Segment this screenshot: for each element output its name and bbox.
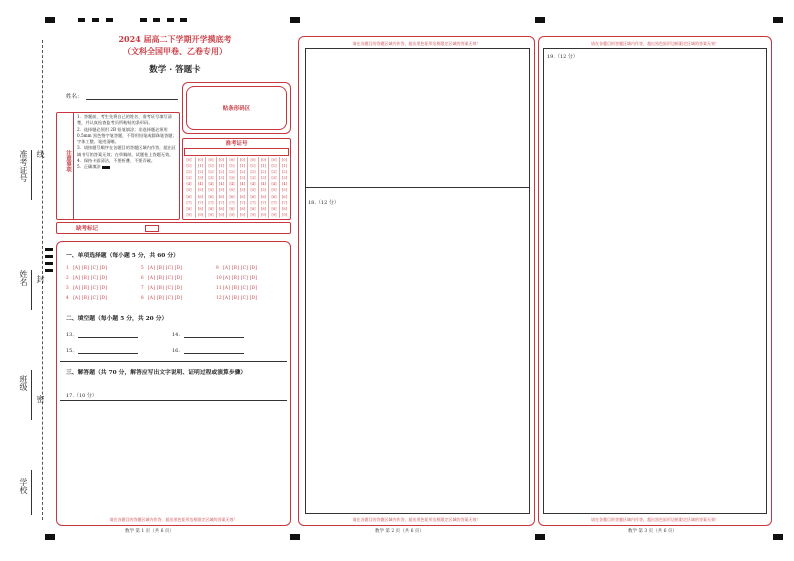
digit-bubble[interactable]: [6] bbox=[186, 194, 192, 199]
digit-bubble[interactable]: [9] bbox=[261, 212, 266, 217]
blank-14-field[interactable] bbox=[184, 337, 244, 338]
absent-checkbox[interactable] bbox=[145, 225, 159, 232]
name-side-label: 姓名 bbox=[19, 270, 28, 286]
notes-label: 注意事项 bbox=[65, 150, 71, 172]
digit-bubble[interactable]: [8] bbox=[198, 206, 203, 211]
digit-column bbox=[258, 157, 269, 218]
note-item-3: 3．请按题号顺序在各题目的答题区域内作答，超出区域书写的答案无效；在草稿纸、试题卷上答题无效。 bbox=[77, 145, 176, 157]
digit-bubble[interactable]: [0] bbox=[261, 158, 266, 162]
registration-mark bbox=[45, 534, 55, 540]
exam-title: 2024 届高二下学期开学摸底考 bbox=[118, 34, 232, 44]
digit-bubble[interactable]: [5] bbox=[282, 188, 287, 193]
mcq-question-9[interactable] bbox=[216, 265, 257, 270]
digit-bubble[interactable]: [3] bbox=[229, 176, 235, 181]
page3-top-notice: 请在各题目的答题区域内作答，超出黑色矩形边框限定区域的答案无效！ bbox=[591, 41, 719, 46]
digit-bubble[interactable]: [2] bbox=[240, 170, 245, 175]
note-item-5: 5．正确填涂 bbox=[77, 164, 177, 170]
mcq-question-6[interactable] bbox=[141, 275, 182, 280]
digit-column bbox=[279, 157, 290, 218]
digit-bubble[interactable]: [7] bbox=[282, 200, 287, 205]
digit-bubble[interactable]: [2] bbox=[250, 170, 256, 175]
mcq-options[interactable]: [A] [B] [C] [D] bbox=[148, 285, 183, 290]
digit-bubble[interactable]: [3] bbox=[250, 176, 256, 181]
school-side-label: 学校 bbox=[19, 478, 28, 494]
digit-bubble[interactable]: [1] bbox=[240, 164, 245, 169]
digit-bubble[interactable]: [6] bbox=[261, 194, 266, 199]
digit-bubble[interactable]: [3] bbox=[208, 176, 214, 181]
mcq-options[interactable]: [A] [B] [C] [D] bbox=[223, 295, 258, 300]
class-side-line bbox=[31, 370, 32, 420]
digit-bubble[interactable]: [5] bbox=[208, 188, 214, 193]
digit-bubble[interactable]: [7] bbox=[271, 200, 277, 205]
digit-bubble[interactable]: [5] bbox=[240, 188, 245, 193]
digit-bubble[interactable]: [6] bbox=[219, 194, 224, 199]
digit-bubble[interactable]: [9] bbox=[229, 212, 235, 217]
seal-label: 封 bbox=[36, 275, 45, 283]
digit-bubble[interactable]: [9] bbox=[208, 212, 214, 217]
mcq-number: 4 bbox=[66, 295, 69, 300]
question-17-label: 17.（10 分） bbox=[66, 393, 97, 399]
digit-bubble[interactable]: [3] bbox=[186, 176, 192, 181]
digit-bubble[interactable]: [7] bbox=[186, 200, 192, 205]
digit-bubble[interactable]: [2] bbox=[271, 170, 277, 175]
mcq-question-1[interactable] bbox=[66, 265, 107, 270]
digit-bubble[interactable]: [7] bbox=[240, 200, 245, 205]
barcode-label: 贴条形码区 bbox=[222, 106, 251, 112]
digit-column bbox=[226, 157, 237, 218]
digit-bubble[interactable]: [8] bbox=[261, 206, 266, 211]
exam-number-label: 准考证号 bbox=[225, 141, 248, 147]
class-side-label: 班级 bbox=[19, 375, 28, 391]
digit-bubble[interactable]: [6] bbox=[198, 194, 203, 199]
digit-column bbox=[268, 157, 279, 218]
mcq-options[interactable]: [A] [B] [C] [D] bbox=[148, 265, 183, 270]
digit-bubble[interactable]: [4] bbox=[208, 182, 214, 187]
exam-number-grid[interactable] bbox=[184, 157, 289, 219]
digit-bubble[interactable]: [6] bbox=[240, 194, 245, 199]
subject-title: 数学 · 答题卡 bbox=[149, 65, 201, 75]
exam-number-side-line bbox=[31, 150, 32, 200]
digit-bubble[interactable]: [0] bbox=[208, 158, 214, 162]
digit-bubble[interactable]: [4] bbox=[219, 182, 224, 187]
digit-bubble[interactable]: [5] bbox=[261, 188, 266, 193]
digit-bubble[interactable]: [5] bbox=[229, 188, 235, 193]
page2-top-notice: 请在各题目的答题区域内作答，超出黑色矩形边框限定区域的答案无效！ bbox=[352, 41, 481, 46]
mcq-question-3[interactable] bbox=[66, 285, 107, 290]
dense-label: 密 bbox=[36, 395, 45, 403]
digit-bubble[interactable]: [8] bbox=[208, 206, 214, 211]
mcq-number: 3 bbox=[66, 285, 69, 290]
digit-bubble[interactable]: [1] bbox=[282, 164, 287, 169]
mcq-number: 9 bbox=[216, 265, 219, 270]
registration-mark bbox=[45, 255, 53, 258]
digit-bubble[interactable]: [3] bbox=[240, 176, 245, 181]
registration-mark bbox=[167, 18, 174, 22]
digit-column bbox=[184, 157, 194, 218]
digit-bubble[interactable]: [4] bbox=[271, 182, 277, 187]
registration-mark bbox=[78, 18, 85, 22]
section2-title: 二、填空题（每小题 5 分，共 20 分） bbox=[66, 316, 168, 322]
mcq-question-8[interactable] bbox=[141, 295, 182, 300]
page1-footer: 数学 第 1 页（共 6 页） bbox=[125, 529, 174, 534]
mcq-options[interactable]: [A] [B] [C] [D] bbox=[73, 265, 108, 270]
mcq-options[interactable]: [A] [B] [C] [D] bbox=[223, 285, 258, 290]
digit-bubble[interactable]: [5] bbox=[198, 188, 203, 193]
mcq-number: 5 bbox=[141, 265, 144, 270]
registration-mark bbox=[773, 17, 783, 23]
digit-bubble[interactable]: [3] bbox=[282, 176, 287, 181]
digit-bubble[interactable]: [0] bbox=[186, 158, 192, 162]
digit-bubble[interactable]: [1] bbox=[219, 164, 224, 169]
digit-bubble[interactable]: [4] bbox=[186, 182, 192, 187]
digit-bubble[interactable]: [7] bbox=[250, 200, 256, 205]
digit-bubble[interactable]: [6] bbox=[271, 194, 277, 199]
mcq-grid bbox=[66, 265, 286, 305]
digit-bubble[interactable]: [5] bbox=[219, 188, 224, 193]
mcq-question-4[interactable] bbox=[66, 295, 107, 300]
mcq-number: 7 bbox=[141, 285, 144, 290]
digit-bubble[interactable]: [9] bbox=[186, 212, 192, 217]
digit-bubble[interactable]: [0] bbox=[240, 158, 245, 162]
mcq-question-10[interactable] bbox=[216, 275, 257, 280]
digit-bubble[interactable]: [6] bbox=[208, 194, 214, 199]
digit-bubble[interactable]: [1] bbox=[250, 164, 256, 169]
mcq-options[interactable]: [A] [B] [C] [D] bbox=[223, 275, 258, 280]
mcq-number: 2 bbox=[66, 275, 69, 280]
mcq-options[interactable]: [A] [B] [C] [D] bbox=[73, 275, 108, 280]
digit-bubble[interactable]: [0] bbox=[219, 158, 224, 162]
digit-bubble[interactable]: [8] bbox=[186, 206, 192, 211]
digit-bubble[interactable]: [6] bbox=[282, 194, 287, 199]
mcq-question-2[interactable] bbox=[66, 275, 107, 280]
digit-bubble[interactable]: [9] bbox=[240, 212, 245, 217]
blank-16-label: 16. bbox=[172, 348, 180, 354]
note-item-1: 1．答题前，考生先将自己的姓名、准考证号填写清楚，并认真检查监考员所粘贴的条形码。 bbox=[77, 114, 172, 126]
digit-bubble[interactable]: [9] bbox=[271, 212, 277, 217]
registration-mark bbox=[140, 18, 147, 22]
digit-bubble[interactable]: [4] bbox=[282, 182, 287, 187]
filled-example-mark bbox=[102, 166, 110, 169]
registration-mark bbox=[45, 269, 53, 272]
registration-mark bbox=[92, 18, 99, 22]
registration-mark bbox=[290, 17, 300, 23]
digit-bubble[interactable]: [4] bbox=[240, 182, 245, 187]
registration-mark bbox=[180, 18, 187, 22]
page3-notice: 请在各题目的答题区域内作答，超出黑色矩形边框限定区域的答案无效！ bbox=[591, 517, 719, 522]
exam-number-write-row bbox=[184, 148, 289, 156]
digit-bubble[interactable]: [4] bbox=[261, 182, 266, 187]
mcq-options[interactable]: [A] [B] [C] [D] bbox=[148, 295, 183, 300]
question-17-continuation[interactable] bbox=[305, 48, 530, 188]
digit-bubble[interactable]: [4] bbox=[198, 182, 203, 187]
registration-mark bbox=[535, 17, 545, 23]
name-label: 姓名： bbox=[66, 94, 83, 100]
digit-bubble[interactable]: [6] bbox=[229, 194, 235, 199]
blank-15-label: 15. bbox=[66, 348, 74, 354]
digit-bubble[interactable]: [0] bbox=[282, 158, 287, 162]
digit-bubble[interactable]: [8] bbox=[271, 206, 277, 211]
mcq-number: 11 bbox=[216, 285, 222, 290]
mcq-options[interactable]: [A] [B] [C] [D] bbox=[73, 295, 108, 300]
question-18-label: 18.（12 分） bbox=[308, 200, 339, 206]
name-field[interactable] bbox=[86, 99, 178, 100]
mcq-question-5[interactable] bbox=[141, 265, 182, 270]
digit-column bbox=[205, 157, 216, 218]
digit-bubble[interactable]: [3] bbox=[261, 176, 266, 181]
blank-13-label: 13. bbox=[66, 332, 74, 338]
digit-bubble[interactable]: [1] bbox=[186, 164, 192, 169]
digit-bubble[interactable]: [9] bbox=[198, 212, 203, 217]
digit-bubble[interactable]: [2] bbox=[208, 170, 214, 175]
page2-notice: 请在各题目的答题区域内作答，超出黑色矩形边框限定区域的答案无效！ bbox=[352, 517, 481, 522]
exam-subtitle: （文科全国甲卷、乙卷专用） bbox=[123, 46, 227, 56]
digit-bubble[interactable]: [2] bbox=[282, 170, 287, 175]
digit-bubble[interactable]: [2] bbox=[219, 170, 224, 175]
blank-14-label: 14. bbox=[172, 332, 180, 338]
digit-bubble[interactable]: [1] bbox=[261, 164, 266, 169]
digit-bubble[interactable]: [2] bbox=[198, 170, 203, 175]
digit-bubble[interactable]: [5] bbox=[271, 188, 277, 193]
digit-bubble[interactable]: [2] bbox=[229, 170, 235, 175]
digit-bubble[interactable]: [1] bbox=[198, 164, 203, 169]
school-side-line bbox=[31, 470, 32, 515]
registration-mark bbox=[773, 534, 783, 540]
registration-mark bbox=[45, 17, 55, 23]
digit-bubble[interactable]: [9] bbox=[250, 212, 256, 217]
digit-bubble[interactable]: [7] bbox=[208, 200, 214, 205]
digit-bubble[interactable]: [7] bbox=[229, 200, 235, 205]
mcq-number: 1 bbox=[66, 265, 69, 270]
digit-bubble[interactable]: [2] bbox=[261, 170, 266, 175]
digit-bubble[interactable]: [0] bbox=[229, 158, 235, 162]
digit-bubble[interactable]: [7] bbox=[219, 200, 224, 205]
digit-bubble[interactable]: [1] bbox=[271, 164, 277, 169]
digit-bubble[interactable]: [1] bbox=[208, 164, 214, 169]
registration-mark bbox=[106, 18, 113, 22]
question-18-area[interactable] bbox=[305, 188, 530, 514]
digit-bubble[interactable]: [0] bbox=[198, 158, 203, 162]
digit-bubble[interactable]: [7] bbox=[198, 200, 203, 205]
registration-mark bbox=[153, 18, 160, 22]
digit-bubble[interactable]: [8] bbox=[240, 206, 245, 211]
notes-list bbox=[77, 114, 177, 171]
answer-area-17[interactable] bbox=[60, 400, 287, 516]
digit-bubble[interactable]: [3] bbox=[198, 176, 203, 181]
digit-column bbox=[247, 157, 258, 218]
mcq-number: 12 bbox=[216, 295, 222, 300]
question-19-label: 19.（12 分） bbox=[547, 54, 578, 60]
registration-mark bbox=[290, 534, 300, 540]
mcq-options[interactable]: [A] [B] [C] [D] bbox=[148, 275, 183, 280]
name-side-line bbox=[31, 270, 32, 310]
digit-column bbox=[195, 157, 206, 218]
digit-bubble[interactable]: [9] bbox=[219, 212, 224, 217]
digit-bubble[interactable]: [6] bbox=[250, 194, 256, 199]
digit-bubble[interactable]: [0] bbox=[271, 158, 277, 162]
digit-bubble[interactable]: [9] bbox=[282, 212, 287, 217]
seal-line-label: 线 bbox=[36, 150, 45, 158]
digit-bubble[interactable]: [8] bbox=[229, 206, 235, 211]
page2-footer: 数学 第 2 页（共 6 页） bbox=[375, 529, 424, 534]
mcq-question-7[interactable] bbox=[141, 285, 182, 290]
exam-number-side-label: 准考证号 bbox=[19, 150, 28, 182]
digit-bubble[interactable]: [3] bbox=[271, 176, 277, 181]
digit-bubble[interactable]: [2] bbox=[186, 170, 192, 175]
note-item-4: 4．保持卡面清洁，不要折叠、不要弄破。 bbox=[77, 158, 156, 164]
registration-mark bbox=[45, 248, 53, 251]
mcq-options[interactable]: [A] [B] [C] [D] bbox=[223, 265, 258, 270]
digit-bubble[interactable]: [3] bbox=[219, 176, 224, 181]
blank-16-field[interactable] bbox=[184, 353, 244, 354]
section-divider bbox=[60, 361, 287, 362]
page3-footer: 数学 第 3 页（共 6 页） bbox=[628, 529, 677, 534]
digit-column bbox=[216, 157, 227, 218]
mcq-options[interactable]: [A] [B] [C] [D] bbox=[73, 285, 108, 290]
notes-divider bbox=[73, 112, 74, 220]
digit-bubble[interactable]: [5] bbox=[186, 188, 192, 193]
registration-mark bbox=[45, 262, 53, 265]
digit-bubble[interactable]: [8] bbox=[282, 206, 287, 211]
digit-bubble[interactable]: [0] bbox=[250, 158, 256, 162]
digit-column bbox=[237, 157, 248, 218]
digit-bubble[interactable]: [8] bbox=[219, 206, 224, 211]
digit-bubble[interactable]: [7] bbox=[261, 200, 266, 205]
absent-label: 缺考标记 bbox=[76, 226, 99, 232]
mcq-number: 8 bbox=[141, 295, 144, 300]
digit-bubble[interactable]: [1] bbox=[229, 164, 235, 169]
note-item-2: 2．选择题必须用 2B 铅笔填涂；非选择题必须用 0.5mm 黑色签字笔答题，不得用铅笔或圆珠笔答题；字体工整、笔迹清晰。 bbox=[77, 126, 177, 145]
digit-bubble[interactable]: [4] bbox=[229, 182, 235, 187]
mcq-number: 6 bbox=[141, 275, 144, 280]
blank-15-field[interactable] bbox=[78, 353, 138, 354]
digit-bubble[interactable]: [4] bbox=[250, 182, 256, 187]
section1-title: 一、单项选择题（每小题 5 分，共 60 分） bbox=[66, 253, 179, 259]
section3-title: 三、解答题（共 70 分，解答应写出文字说明、证明过程或演算步骤） bbox=[66, 370, 247, 376]
digit-bubble[interactable]: [8] bbox=[250, 206, 256, 211]
mcq-question-12[interactable] bbox=[216, 295, 257, 300]
page1-notice: 请在各题目的答题区域内作答，超出黑色矩形边框限定区域的答案无效！ bbox=[109, 517, 238, 522]
mcq-question-11[interactable] bbox=[216, 285, 257, 290]
blank-13-field[interactable] bbox=[78, 337, 138, 338]
digit-bubble[interactable]: [5] bbox=[250, 188, 256, 193]
question-19-area[interactable] bbox=[543, 48, 767, 514]
mcq-number: 10 bbox=[216, 275, 222, 280]
registration-mark bbox=[535, 534, 545, 540]
